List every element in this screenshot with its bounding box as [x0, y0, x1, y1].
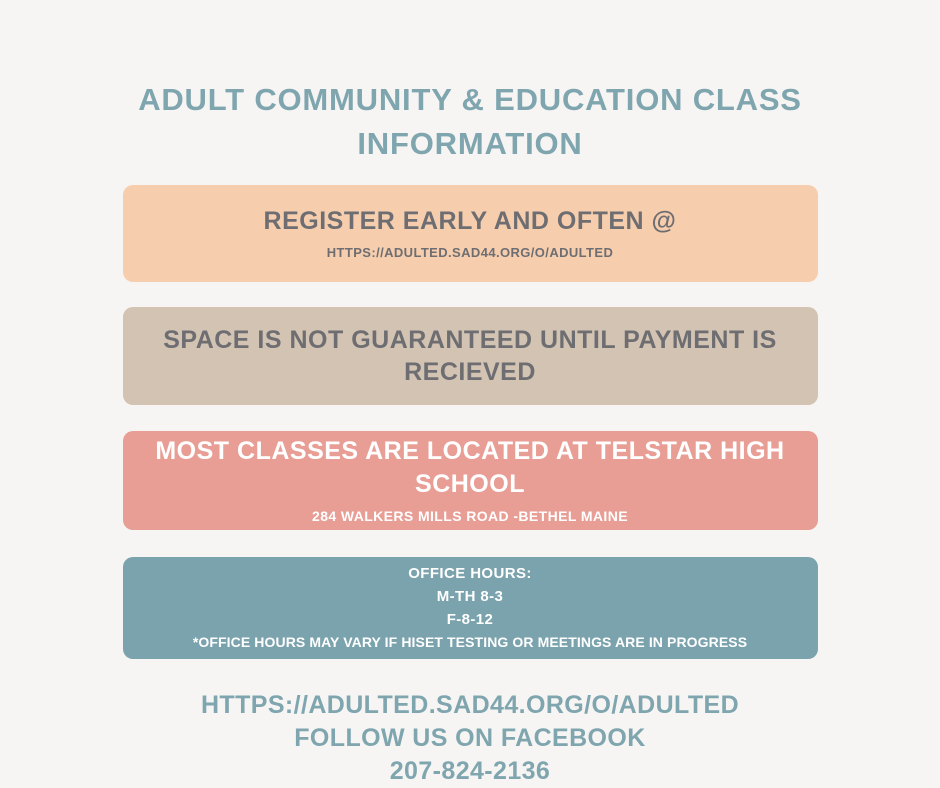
- footer-phone[interactable]: 207-824-2136: [389, 757, 551, 786]
- location-card: [123, 431, 818, 530]
- office-hours-friday: F-8-12: [446, 610, 494, 628]
- footer: [120, 689, 820, 788]
- office-hours-label: OFFICE HOURS:: [408, 565, 532, 583]
- office-hours-note: *OFFICE HOURS MAY VARY IF HISET TESTING OR MEETINGS ARE IN PROGRESS: [192, 633, 748, 650]
- footer-website[interactable]: HTTPS://ADULTED.SAD44.ORG/O/ADULTED: [200, 691, 740, 720]
- office-hours-card: [123, 557, 818, 659]
- register-url[interactable]: HTTPS://ADULTED.SAD44.ORG/O/ADULTED: [326, 245, 614, 261]
- register-heading: REGISTER EARLY AND OFTEN @: [263, 206, 677, 235]
- page-title: ADULT COMMUNITY & EDUCATION CLASS INFORMATION: [138, 82, 802, 162]
- footer-facebook[interactable]: FOLLOW US ON FACEBOOK: [294, 724, 646, 753]
- office-hours-weekday: M-TH 8-3: [436, 588, 504, 606]
- payment-heading: SPACE IS NOT GUARANTEED UNTIL PAYMENT IS RECIEVED: [163, 325, 777, 387]
- register-card: [123, 185, 818, 282]
- payment-card: [123, 307, 818, 405]
- location-address: 284 WALKERS MILLS ROAD -BETHEL MAINE: [312, 507, 628, 524]
- location-heading: MOST CLASSES ARE LOCATED AT TELSTAR HIGH SCHOOL: [155, 436, 785, 498]
